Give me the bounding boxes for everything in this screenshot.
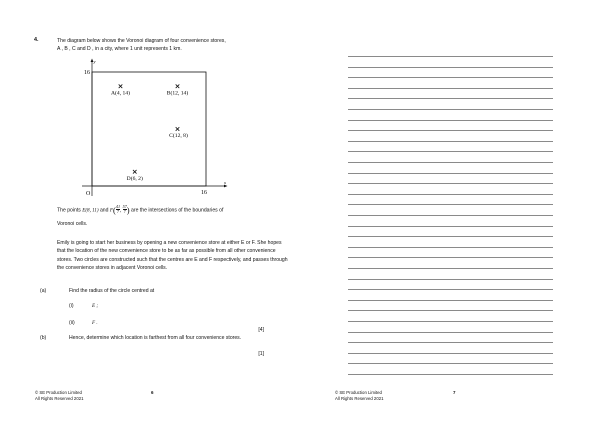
paren-open: ( xyxy=(113,204,116,215)
store-a xyxy=(111,84,130,96)
answer-line xyxy=(348,215,553,216)
x-tick-16: 16 xyxy=(201,190,207,196)
answer-line xyxy=(348,268,553,269)
answer-line xyxy=(348,141,553,142)
answer-line xyxy=(348,173,553,174)
answer-line xyxy=(348,321,553,322)
answer-line xyxy=(348,88,553,89)
point-f-y-den: 7 xyxy=(123,209,126,215)
answer-line xyxy=(348,183,553,184)
voronoi-boundary-box xyxy=(92,72,206,186)
answer-line xyxy=(348,56,553,57)
point-f-x-den: 7 xyxy=(116,209,119,215)
part-a-marks: [4] xyxy=(258,327,264,333)
store-c-label: C(12, 8) xyxy=(169,133,188,139)
answer-line xyxy=(348,98,553,99)
intro-line-2: A , B , C and D , in a city, where 1 unit represents 1 km. xyxy=(57,46,182,52)
answer-line xyxy=(348,310,553,311)
points-text-a: The points xyxy=(57,207,81,214)
answer-line xyxy=(348,204,553,205)
point-f-y-num: 57 xyxy=(122,204,127,209)
right-footer-line-1: © SE Production Limited xyxy=(335,390,382,395)
answer-line xyxy=(348,162,553,163)
store-c xyxy=(169,127,188,139)
part-b-text: Hence, determine which location is farthest from all four convenience stores. xyxy=(69,335,242,341)
answer-line xyxy=(348,67,553,68)
sub-ii-label: (ii) xyxy=(69,320,75,326)
paren-close: ) xyxy=(126,204,130,215)
point-f-prefix: F xyxy=(109,207,114,214)
answer-line xyxy=(348,279,553,280)
answer-line xyxy=(348,289,553,290)
answer-line xyxy=(348,226,553,227)
part-b-label: (b) xyxy=(40,335,47,341)
answer-line xyxy=(348,151,553,152)
store-layer xyxy=(111,84,188,181)
store-a-label: A(4, 14) xyxy=(111,90,130,97)
store-b-label: B(12, 14) xyxy=(166,90,189,97)
scenario-paragraph: Emily is going to start her business by opening a new convenience store at either E or F. She hopes that the location of the new convenience store to be as far as possible from all other convenience stores. Two circles are constructed such that the centres are E and F respectively, and passes through the convenience stores in adjacent Voronoi cells. xyxy=(57,240,288,271)
answer-line xyxy=(348,374,553,375)
left-footer-line-2: All Rights Reserved 2021 xyxy=(35,396,84,402)
store-d xyxy=(127,170,143,182)
answer-line xyxy=(348,236,553,237)
points-text-b: are the intersections of the boundaries of xyxy=(131,207,224,214)
answer-line xyxy=(348,363,553,364)
store-d-label: D(6, 2) xyxy=(126,175,143,182)
voronoi-diagram xyxy=(60,58,230,203)
x-axis-arrow xyxy=(224,185,228,188)
x-axis-label: x xyxy=(224,180,226,185)
left-footer xyxy=(35,390,84,402)
answer-line xyxy=(348,130,553,131)
right-footer-line-2: All Rights Reserved 2021 xyxy=(335,396,384,402)
store-b xyxy=(167,84,189,96)
comma: , xyxy=(120,207,123,214)
left-footer-line-1: © SE Production Limited xyxy=(35,390,82,395)
intro-line-1: The diagram below shows the Voronoi diagram of four convenience stores, xyxy=(57,38,226,44)
answer-line xyxy=(348,342,553,343)
right-page-number: 7 xyxy=(453,390,456,395)
right-footer xyxy=(335,390,384,402)
and-text: and xyxy=(99,207,109,214)
answer-line xyxy=(348,109,553,110)
answer-line xyxy=(348,247,553,248)
sub-ii-text: F . xyxy=(92,320,98,326)
right-page xyxy=(300,0,600,424)
y-tick-16: 16 xyxy=(84,70,90,76)
answer-line xyxy=(348,257,553,258)
part-a-text: Find the radius of the circle centred at xyxy=(69,288,155,294)
answer-line xyxy=(348,332,553,333)
answer-line xyxy=(348,194,553,195)
y-axis-label: y xyxy=(93,59,96,64)
part-b-marks: [1] xyxy=(258,351,264,357)
points-text-c: Voronoi cells. xyxy=(57,220,88,227)
answer-line xyxy=(348,77,553,78)
intersection-points-text xyxy=(57,205,289,228)
question-number: 4. xyxy=(34,37,39,43)
question-intro xyxy=(57,37,282,53)
sub-i-label: (i) xyxy=(69,303,74,309)
part-a-label: (a) xyxy=(40,288,47,294)
answer-line xyxy=(348,120,553,121)
point-e: E(8, 11) xyxy=(82,207,99,214)
answer-line xyxy=(348,300,553,301)
left-page-number: 6 xyxy=(151,390,154,395)
answer-line xyxy=(348,353,553,354)
point-f-x-num: 41 xyxy=(115,204,121,209)
origin-label: O xyxy=(86,191,91,197)
sub-i-text: E ; xyxy=(92,303,99,309)
